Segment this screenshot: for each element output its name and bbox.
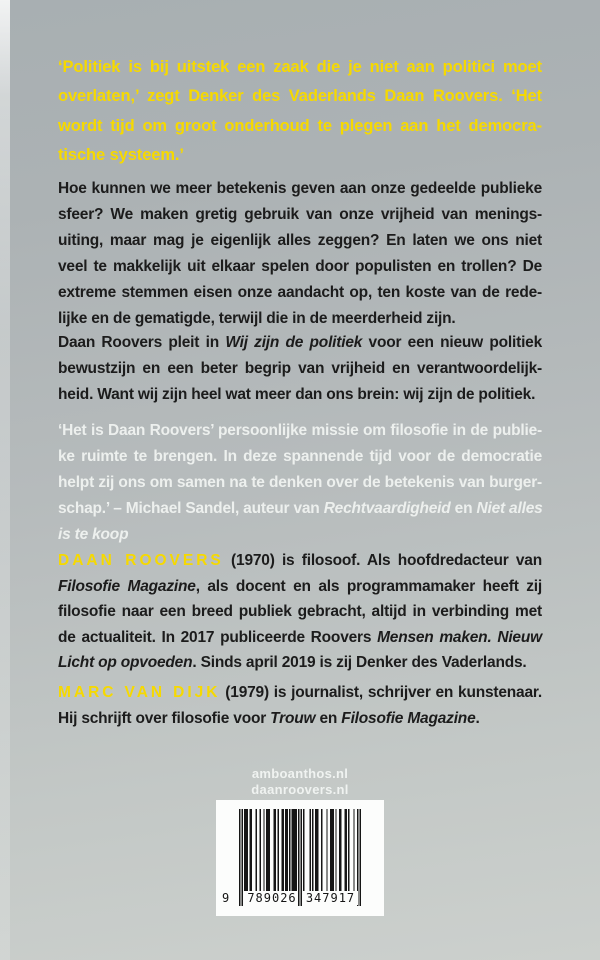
isbn-prefix: 9 — [222, 891, 230, 905]
author-bio-daan-roovers: DAAN ROOVERS (1970) is filosoof. Als hoofdredacteur van Filosofie Magazine, als docent en als programmamaker heeft zij filosofie naar een breed publiek gebracht, altijd in verbinding met de actualiteit. In 2017 publiceerde Roovers Mensen maken. Nieuw Licht op opvoeden. Sinds april 2019 is zij Denker des Vaderlands. — [58, 552, 543, 672]
synopsis-paragraph-1: Hoe kunnen we meer betekenis geven aan onze gedeelde publieke sfeer? We maken gretig gebruik van onze vrijheid van menings- uiting, maar mag je eigenlijk alles zeggen? En laten we ons niet veel te makkelijk uit elkaar spelen door populisten en trollen? De extreme stemmen eisen onze aandacht op, ten koste van de rede- lijke en de gematigde, terwijl die in de meerderheid zijn. — [58, 180, 542, 327]
endorsement-quote: ‘Het is Daan Roovers’ persoonlijke missie om filosofie in de publie- ke ruimte te brengen. In deze spannende tijd voor de democratie helpt zij ons om samen na te denken over de betekenis van burger- schap.’ – Michael Sandel, auteur van Rechtvaardigheid en Niet alles is te koop — [58, 422, 543, 543]
author-bio-marc-van-dijk: MARC VAN DIJK (1979) is journalist, schrijver en kunstenaar. Hij schrijft over filosofie voor Trouw en Filosofie Magazine. — [58, 684, 542, 727]
website-links — [0, 766, 600, 798]
pull-quote: ‘Politiek is bij uitstek een zaak die je niet aan politici moet overlaten,’ zegt Denker des Vaderlands Daan Roovers. ‘Het wordt tijd om groot onderhoud te plegen aan het democra- tische systeem.’ — [58, 58, 542, 165]
isbn-group-1: 789026 — [247, 891, 297, 905]
author-website: daanroovers.nl — [251, 781, 349, 797]
page-edge-highlight — [0, 0, 10, 960]
publisher-website: amboanthos.nl — [251, 766, 349, 781]
synopsis-paragraph-2: Daan Roovers pleit in Wij zijn de politiek voor een nieuw politiek bewustzijn en een beter begrip van vrijheid en verantwoordelijk- heid. Want wij zijn heel wat meer dan ons brein: wij zijn de politiek. — [58, 334, 543, 403]
isbn-group-2: 347917 — [303, 891, 358, 905]
barcode — [216, 800, 384, 916]
